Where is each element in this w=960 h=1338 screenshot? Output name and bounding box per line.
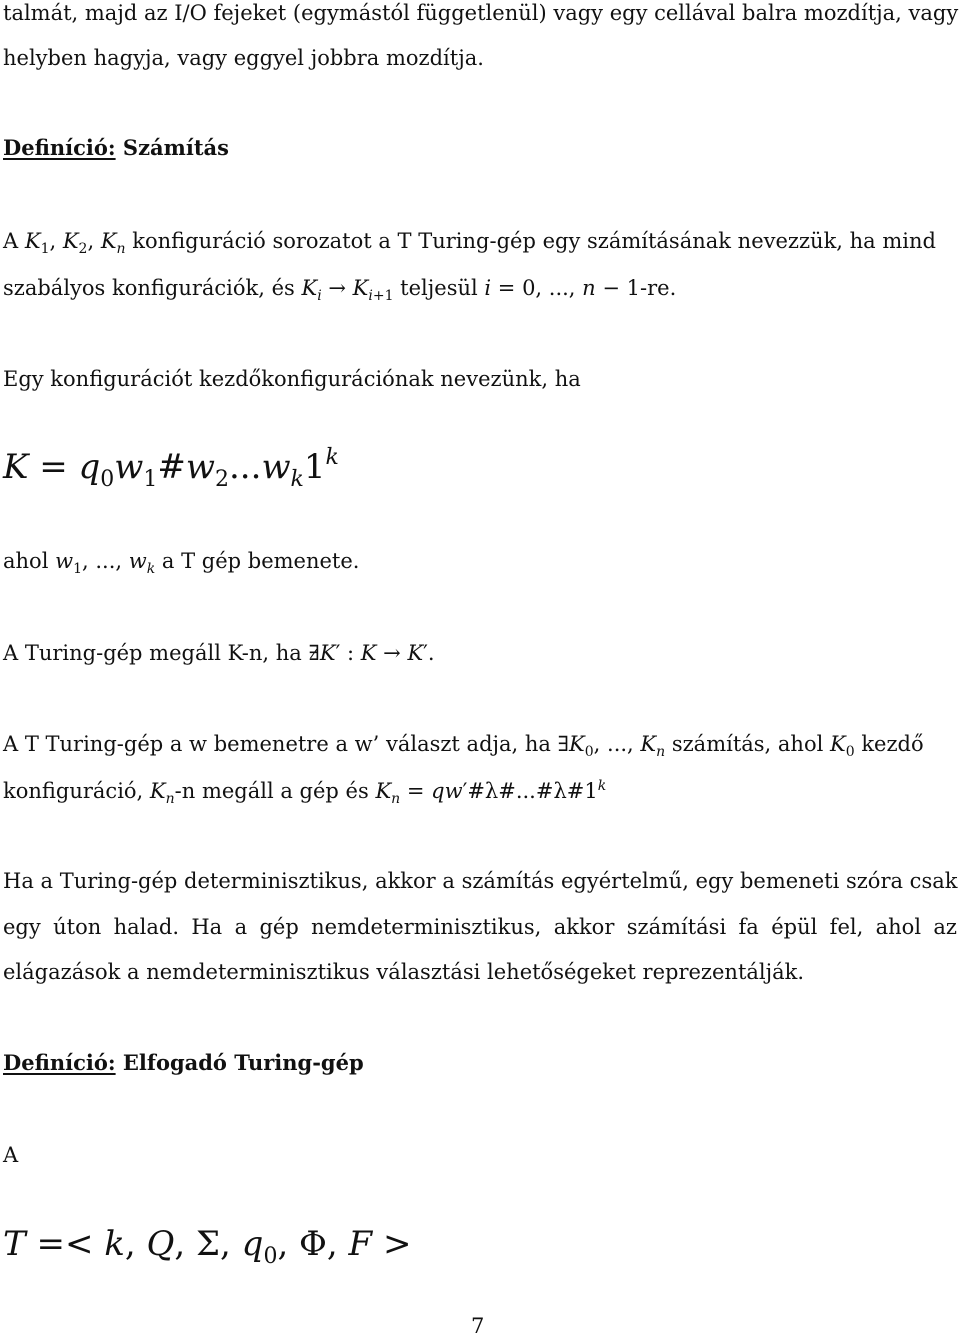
paragraph-line xyxy=(3,778,607,807)
text-fragment: kezdő xyxy=(861,732,924,756)
math-inline: ∃K′ : K → K′. xyxy=(308,641,435,665)
text-fragment: ahol xyxy=(3,549,49,573)
text-fragment: -n megáll a gép és xyxy=(174,779,369,803)
math-inline: $\exists K_0$, ..., $K_n$ xyxy=(557,732,666,760)
paragraph-line: elágazások a nemdeterminisztikus választási lehetőségeket reprezentálják. xyxy=(3,960,805,984)
math-inline: $K_i \to K_{i+1}$ xyxy=(301,276,394,304)
text-fragment: számítás, ahol xyxy=(671,732,824,756)
definition-heading xyxy=(3,1050,364,1076)
text-fragment: A xyxy=(3,229,19,253)
paragraph-line: A xyxy=(3,1143,19,1167)
display-formula: T =< k, Q, Σ, $q_0$, Φ, F > xyxy=(3,1224,412,1269)
paragraph-line: Egy konfigurációt kezdőkonfigurációnak nevezünk, ha xyxy=(3,367,581,391)
text-fragment: szabályos konfigurációk, és xyxy=(3,276,295,300)
definition-label: Definíció: xyxy=(3,135,116,160)
page-number: 7 xyxy=(471,1314,485,1338)
paragraph-line xyxy=(3,275,677,304)
math-inline: $K_n$ = $qw'\#\lambda\#...\#\lambda\#1^k$ xyxy=(375,778,607,807)
paragraph-line xyxy=(3,640,435,666)
paragraph-line xyxy=(3,731,924,760)
paragraph-line: Ha a Turing-gép determinisztikus, akkor a számítás egyértelmű, egy bemeneti szóra csak xyxy=(3,869,958,893)
text-fragment: A T Turing-gép a w bemenetre a w’ választ adja, ha xyxy=(3,732,551,756)
definition-title: Elfogadó Turing-gép xyxy=(122,1050,364,1075)
paragraph-line: helyben hagyja, vagy eggyel jobbra mozdítja. xyxy=(3,46,484,70)
text-fragment: konfiguráció sorozatot a T Turing-gép egy számításának nevezzük, ha mind xyxy=(132,229,936,253)
not-exists-symbol: ∃ xyxy=(308,641,320,665)
text-fragment: konfiguráció, xyxy=(3,779,144,803)
paragraph-line: talmát, majd az I/O fejeket (egymástól függetlenül) vagy egy cellával balra mozdítja, vagy xyxy=(3,1,959,25)
definition-title: Számítás xyxy=(122,135,229,160)
math-inline: $K_0$ xyxy=(830,732,855,760)
text-fragment: 1-re. xyxy=(626,276,677,300)
math-inline: i = 0, ..., n − xyxy=(484,276,620,300)
paragraph-line: egy úton halad. Ha a gép nemdeterminisztikus, akkor számítási fa épül fel, ahol az xyxy=(3,915,957,939)
math-inline: $K_n$ xyxy=(149,779,175,807)
display-formula: $K = q_0w_1\#w_2...w_k1^k$ xyxy=(3,445,339,492)
definition-label: Definíció: xyxy=(3,1050,116,1075)
paragraph-line xyxy=(3,228,936,257)
math-inline: $w_1$, ..., $w_k$ xyxy=(55,549,156,577)
math-inline: $K_1$, $K_2$, $K_n$ xyxy=(24,229,126,257)
definition-heading xyxy=(3,135,229,161)
paragraph-line xyxy=(3,548,360,577)
text-fragment: A Turing-gép megáll K-n, ha xyxy=(3,641,302,665)
text-fragment: teljesül xyxy=(400,276,478,300)
text-fragment: a T gép bemenete. xyxy=(161,549,360,573)
